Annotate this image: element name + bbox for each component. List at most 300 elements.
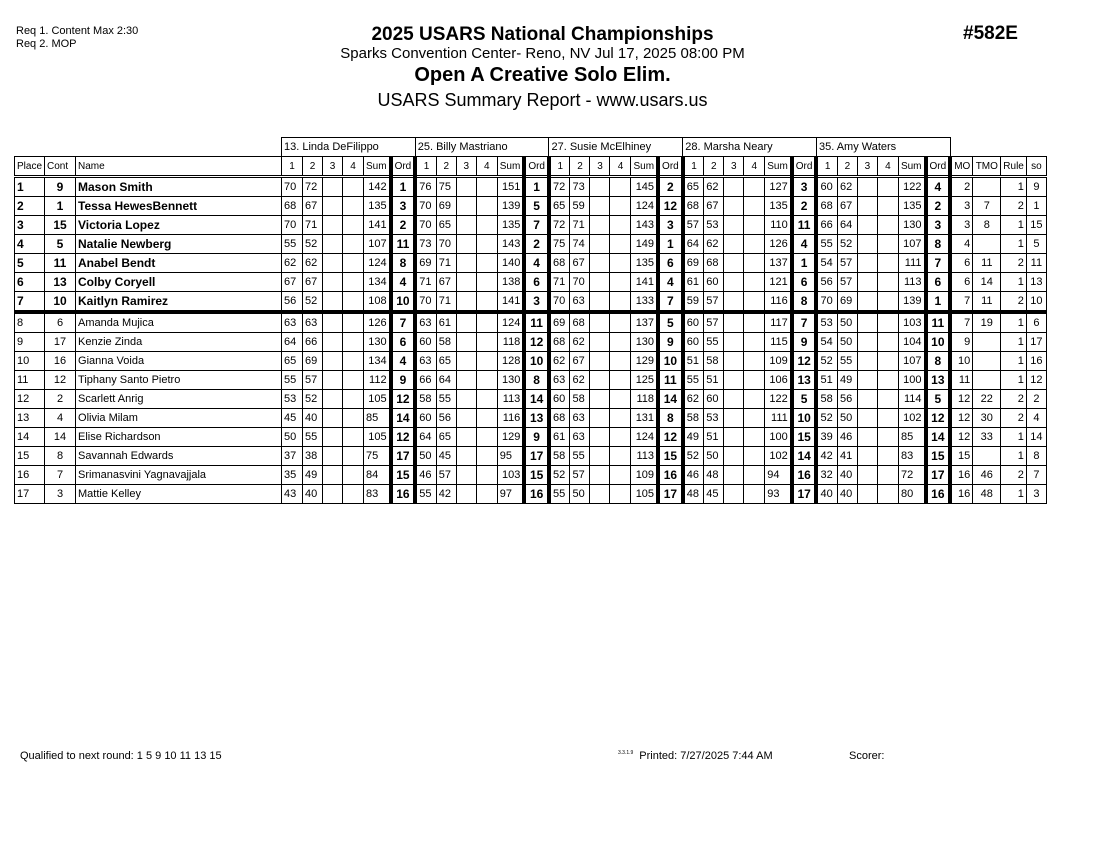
- place-cell: 15: [15, 447, 45, 466]
- score-4: [877, 409, 898, 428]
- score-sum: 135: [765, 197, 792, 216]
- score-2: 45: [436, 447, 456, 466]
- score-3: [724, 197, 744, 216]
- score-ord: 4: [792, 235, 817, 254]
- score-4: [343, 235, 364, 254]
- score-sum: 105: [364, 428, 391, 447]
- rule-cell: 1: [1001, 485, 1027, 504]
- score-sum: 116: [497, 409, 524, 428]
- score-ord: 3: [391, 197, 416, 216]
- cont-cell: 13: [45, 273, 76, 292]
- score-1: 71: [549, 273, 570, 292]
- score-1: 70: [282, 216, 303, 235]
- score-4: [343, 466, 364, 485]
- score-1: 58: [549, 447, 570, 466]
- score-ord: 14: [658, 390, 683, 409]
- score-sum: 107: [364, 235, 391, 254]
- score-1: 32: [816, 466, 837, 485]
- score-2: 62: [303, 254, 323, 273]
- score-ord: 2: [524, 235, 549, 254]
- score-ord: 3: [926, 216, 951, 235]
- score-2: 53: [704, 409, 724, 428]
- table-row: [15, 371, 1047, 390]
- skater-name: Amanda Mujica: [76, 312, 282, 333]
- score-2: 71: [436, 254, 456, 273]
- cont-cell: 1: [45, 197, 76, 216]
- score-sum: 95: [497, 447, 524, 466]
- score-sum: 143: [497, 235, 524, 254]
- tmo-header: TMO: [973, 157, 1001, 177]
- place-cell: 4: [15, 235, 45, 254]
- score-4: [744, 352, 765, 371]
- score-sum: 135: [631, 254, 658, 273]
- judge-col-header: 1: [415, 157, 436, 177]
- score-ord: 8: [926, 352, 951, 371]
- score-2: 56: [436, 409, 456, 428]
- score-sum: 105: [364, 390, 391, 409]
- score-3: [724, 428, 744, 447]
- score-sum: 134: [364, 273, 391, 292]
- score-sum: 126: [364, 312, 391, 333]
- score-4: [744, 216, 765, 235]
- tmo-cell: 7: [973, 197, 1001, 216]
- score-4: [476, 197, 497, 216]
- mo-cell: 16: [950, 485, 973, 504]
- score-3: [724, 312, 744, 333]
- score-4: [877, 428, 898, 447]
- score-1: 70: [415, 197, 436, 216]
- score-4: [476, 312, 497, 333]
- score-3: [590, 254, 610, 273]
- score-4: [877, 485, 898, 504]
- score-ord: 15: [658, 447, 683, 466]
- score-3: [590, 333, 610, 352]
- score-4: [744, 333, 765, 352]
- score-ord: 6: [926, 273, 951, 292]
- skater-name: Olivia Milam: [76, 409, 282, 428]
- score-2: 73: [570, 177, 590, 197]
- judge-col-header: Ord: [792, 157, 817, 177]
- score-sum: 134: [364, 352, 391, 371]
- tmo-cell: 11: [973, 292, 1001, 313]
- score-4: [877, 466, 898, 485]
- score-sum: 141: [364, 216, 391, 235]
- place-cell: 9: [15, 333, 45, 352]
- score-2: 71: [303, 216, 323, 235]
- so-cell: 3: [1026, 485, 1046, 504]
- score-4: [343, 371, 364, 390]
- score-4: [343, 292, 364, 313]
- score-ord: 7: [658, 292, 683, 313]
- place-cell: 16: [15, 466, 45, 485]
- score-4: [610, 466, 631, 485]
- tmo-cell: [973, 371, 1001, 390]
- tmo-cell: 11: [973, 254, 1001, 273]
- score-2: 72: [303, 177, 323, 197]
- score-3: [323, 371, 343, 390]
- score-2: 63: [570, 292, 590, 313]
- score-1: 57: [683, 216, 704, 235]
- score-4: [744, 428, 765, 447]
- score-1: 58: [415, 390, 436, 409]
- so-cell: 7: [1026, 466, 1046, 485]
- score-sum: 138: [497, 273, 524, 292]
- score-sum: 125: [631, 371, 658, 390]
- score-1: 40: [816, 485, 837, 504]
- score-4: [610, 371, 631, 390]
- score-sum: 129: [631, 352, 658, 371]
- score-4: [610, 216, 631, 235]
- score-3: [323, 312, 343, 333]
- score-sum: 151: [497, 177, 524, 197]
- score-1: 49: [683, 428, 704, 447]
- score-3: [724, 216, 744, 235]
- score-sum: 137: [631, 312, 658, 333]
- score-3: [323, 216, 343, 235]
- skater-name: Victoria Lopez: [76, 216, 282, 235]
- score-ord: 6: [391, 333, 416, 352]
- mo-cell: 12: [950, 428, 973, 447]
- score-1: 51: [683, 352, 704, 371]
- rule-cell: 1: [1001, 312, 1027, 333]
- score-4: [744, 292, 765, 313]
- score-2: 58: [570, 390, 590, 409]
- judge-col-header: 3: [323, 157, 343, 177]
- score-1: 51: [816, 371, 837, 390]
- score-2: 49: [837, 371, 857, 390]
- score-2: 67: [704, 197, 724, 216]
- score-2: 69: [436, 197, 456, 216]
- event-number: #582E: [963, 23, 1018, 44]
- score-ord: 12: [391, 390, 416, 409]
- score-3: [456, 333, 476, 352]
- score-2: 68: [570, 312, 590, 333]
- score-3: [323, 447, 343, 466]
- score-1: 65: [282, 352, 303, 371]
- score-2: 67: [837, 197, 857, 216]
- cont-cell: 17: [45, 333, 76, 352]
- score-ord: 12: [658, 428, 683, 447]
- score-3: [857, 235, 877, 254]
- so-cell: 9: [1026, 177, 1046, 197]
- table-row: [15, 390, 1047, 409]
- score-1: 69: [683, 254, 704, 273]
- cont-cell: 11: [45, 254, 76, 273]
- score-3: [724, 390, 744, 409]
- tmo-cell: 8: [973, 216, 1001, 235]
- score-ord: 16: [792, 466, 817, 485]
- score-ord: 17: [524, 447, 549, 466]
- mo-cell: 9: [950, 333, 973, 352]
- judge-col-header: Sum: [364, 157, 391, 177]
- score-3: [323, 485, 343, 504]
- score-ord: 4: [658, 273, 683, 292]
- score-4: [476, 485, 497, 504]
- mo-cell: 12: [950, 390, 973, 409]
- score-4: [610, 177, 631, 197]
- score-ord: 1: [792, 254, 817, 273]
- score-2: 62: [837, 177, 857, 197]
- score-ord: 16: [926, 485, 951, 504]
- score-3: [857, 273, 877, 292]
- score-sum: 122: [765, 390, 792, 409]
- score-1: 60: [816, 177, 837, 197]
- score-ord: 13: [792, 371, 817, 390]
- score-4: [877, 254, 898, 273]
- score-ord: 8: [658, 409, 683, 428]
- score-ord: 16: [658, 466, 683, 485]
- score-1: 37: [282, 447, 303, 466]
- mo-cell: 6: [950, 273, 973, 292]
- score-1: 50: [415, 447, 436, 466]
- judge-col-header: Sum: [898, 157, 925, 177]
- judge-col-header: 3: [724, 157, 744, 177]
- score-1: 63: [415, 352, 436, 371]
- so-cell: 12: [1026, 371, 1046, 390]
- score-sum: 100: [898, 371, 925, 390]
- score-sum: 135: [898, 197, 925, 216]
- score-ord: 17: [658, 485, 683, 504]
- score-2: 67: [303, 273, 323, 292]
- place-cell: 11: [15, 371, 45, 390]
- cont-header: Cont: [45, 157, 76, 177]
- score-ord: 4: [524, 254, 549, 273]
- score-2: 40: [837, 466, 857, 485]
- score-ord: 4: [391, 352, 416, 371]
- score-4: [744, 273, 765, 292]
- score-4: [476, 254, 497, 273]
- score-2: 51: [704, 371, 724, 390]
- place-cell: 5: [15, 254, 45, 273]
- score-ord: 14: [524, 390, 549, 409]
- score-1: 54: [816, 254, 837, 273]
- score-3: [857, 428, 877, 447]
- table-row: [15, 485, 1047, 504]
- score-1: 52: [683, 447, 704, 466]
- score-3: [456, 466, 476, 485]
- score-sum: 135: [497, 216, 524, 235]
- score-ord: 6: [658, 254, 683, 273]
- venue-date: Sparks Convention Center- Reno, NV Jul 17, 2025 08:00 PM: [340, 45, 745, 62]
- score-3: [456, 312, 476, 333]
- mo-cell: 15: [950, 447, 973, 466]
- score-ord: 8: [926, 235, 951, 254]
- event-title: Open A Creative Solo Elim.: [414, 64, 671, 86]
- score-2: 68: [704, 254, 724, 273]
- score-1: 66: [415, 371, 436, 390]
- so-cell: 1: [1026, 197, 1046, 216]
- score-1: 68: [683, 197, 704, 216]
- score-3: [857, 197, 877, 216]
- tmo-cell: 30: [973, 409, 1001, 428]
- score-2: 67: [436, 273, 456, 292]
- score-3: [590, 312, 610, 333]
- score-sum: 84: [364, 466, 391, 485]
- judge-col-header: 1: [549, 157, 570, 177]
- so-cell: 15: [1026, 216, 1046, 235]
- score-sum: 111: [765, 409, 792, 428]
- skater-name: Gianna Voida: [76, 352, 282, 371]
- score-3: [857, 312, 877, 333]
- score-4: [476, 390, 497, 409]
- score-2: 38: [303, 447, 323, 466]
- score-4: [877, 235, 898, 254]
- score-1: 55: [549, 485, 570, 504]
- cont-cell: 4: [45, 409, 76, 428]
- score-2: 74: [570, 235, 590, 254]
- scorer-label: Scorer:: [849, 750, 885, 762]
- score-3: [857, 466, 877, 485]
- qualified-list: Qualified to next round: 1 5 9 10 11 13 15: [20, 750, 222, 762]
- score-2: 58: [436, 333, 456, 352]
- mo-cell: 11: [950, 371, 973, 390]
- score-1: 68: [282, 197, 303, 216]
- score-ord: 3: [658, 216, 683, 235]
- score-ord: 7: [792, 312, 817, 333]
- score-sum: 115: [765, 333, 792, 352]
- score-2: 50: [837, 333, 857, 352]
- skater-name: Mattie Kelley: [76, 485, 282, 504]
- score-4: [610, 447, 631, 466]
- score-ord: 9: [391, 371, 416, 390]
- score-3: [857, 371, 877, 390]
- score-1: 52: [816, 409, 837, 428]
- place-cell: 1: [15, 177, 45, 197]
- score-1: 58: [816, 390, 837, 409]
- table-row: [15, 333, 1047, 352]
- score-4: [744, 371, 765, 390]
- cont-cell: 9: [45, 177, 76, 197]
- tmo-cell: [973, 235, 1001, 254]
- so-cell: 11: [1026, 254, 1046, 273]
- score-1: 61: [549, 428, 570, 447]
- score-3: [323, 197, 343, 216]
- score-sum: 107: [898, 352, 925, 371]
- score-sum: 130: [631, 333, 658, 352]
- judge-col-header: 4: [476, 157, 497, 177]
- score-4: [476, 177, 497, 197]
- cont-cell: 14: [45, 428, 76, 447]
- score-sum: 100: [765, 428, 792, 447]
- table-row: [15, 409, 1047, 428]
- score-2: 52: [303, 235, 323, 254]
- score-1: 76: [415, 177, 436, 197]
- score-3: [456, 254, 476, 273]
- score-4: [877, 216, 898, 235]
- score-2: 53: [704, 216, 724, 235]
- score-3: [456, 216, 476, 235]
- score-1: 75: [549, 235, 570, 254]
- table-row: [15, 197, 1047, 216]
- score-3: [456, 197, 476, 216]
- so-cell: 8: [1026, 447, 1046, 466]
- skater-name: Anabel Bendt: [76, 254, 282, 273]
- place-cell: 6: [15, 273, 45, 292]
- score-4: [610, 390, 631, 409]
- score-3: [590, 216, 610, 235]
- mo-cell: 4: [950, 235, 973, 254]
- score-2: 52: [303, 390, 323, 409]
- tmo-cell: [973, 447, 1001, 466]
- tmo-cell: [973, 352, 1001, 371]
- score-3: [590, 352, 610, 371]
- score-1: 70: [282, 177, 303, 197]
- score-4: [877, 273, 898, 292]
- score-4: [610, 292, 631, 313]
- rule-header: Rule: [1001, 157, 1027, 177]
- score-ord: 12: [658, 197, 683, 216]
- score-2: 69: [303, 352, 323, 371]
- rule-cell: 1: [1001, 273, 1027, 292]
- score-4: [744, 197, 765, 216]
- score-sum: 121: [765, 273, 792, 292]
- score-sum: 109: [631, 466, 658, 485]
- score-3: [724, 466, 744, 485]
- championship-title: 2025 USARS National Championships: [371, 24, 714, 45]
- place-cell: 8: [15, 312, 45, 333]
- score-1: 67: [282, 273, 303, 292]
- judge-col-header: 4: [610, 157, 631, 177]
- mo-cell: 3: [950, 216, 973, 235]
- score-1: 64: [683, 235, 704, 254]
- requirement-2: Req 2. MOP: [16, 38, 77, 50]
- score-3: [590, 428, 610, 447]
- score-2: 62: [704, 235, 724, 254]
- place-header: Place: [15, 157, 45, 177]
- table-row: [15, 466, 1047, 485]
- score-sum: 130: [898, 216, 925, 235]
- score-4: [476, 273, 497, 292]
- score-1: 61: [683, 273, 704, 292]
- score-1: 70: [415, 292, 436, 313]
- place-cell: 12: [15, 390, 45, 409]
- so-cell: 16: [1026, 352, 1046, 371]
- score-2: 71: [436, 292, 456, 313]
- judge-col-header: 1: [816, 157, 837, 177]
- score-sum: 72: [898, 466, 925, 485]
- score-sum: 113: [631, 447, 658, 466]
- score-4: [744, 466, 765, 485]
- score-4: [610, 312, 631, 333]
- table-row: [15, 312, 1047, 333]
- score-sum: 128: [497, 352, 524, 371]
- score-sum: 131: [631, 409, 658, 428]
- score-sum: 129: [497, 428, 524, 447]
- tmo-cell: 33: [973, 428, 1001, 447]
- score-ord: 11: [524, 312, 549, 333]
- score-2: 58: [704, 352, 724, 371]
- score-ord: 10: [658, 352, 683, 371]
- score-4: [610, 273, 631, 292]
- score-2: 57: [837, 254, 857, 273]
- cont-cell: 6: [45, 312, 76, 333]
- score-ord: 5: [792, 390, 817, 409]
- score-sum: 103: [497, 466, 524, 485]
- score-3: [456, 390, 476, 409]
- skater-name: Scarlett Anrig: [76, 390, 282, 409]
- score-3: [590, 390, 610, 409]
- score-sum: 149: [631, 235, 658, 254]
- score-1: 55: [282, 371, 303, 390]
- score-3: [857, 216, 877, 235]
- score-2: 55: [704, 333, 724, 352]
- score-ord: 7: [524, 216, 549, 235]
- score-3: [323, 177, 343, 197]
- score-3: [724, 485, 744, 504]
- score-4: [877, 177, 898, 197]
- score-2: 69: [837, 292, 857, 313]
- score-4: [343, 197, 364, 216]
